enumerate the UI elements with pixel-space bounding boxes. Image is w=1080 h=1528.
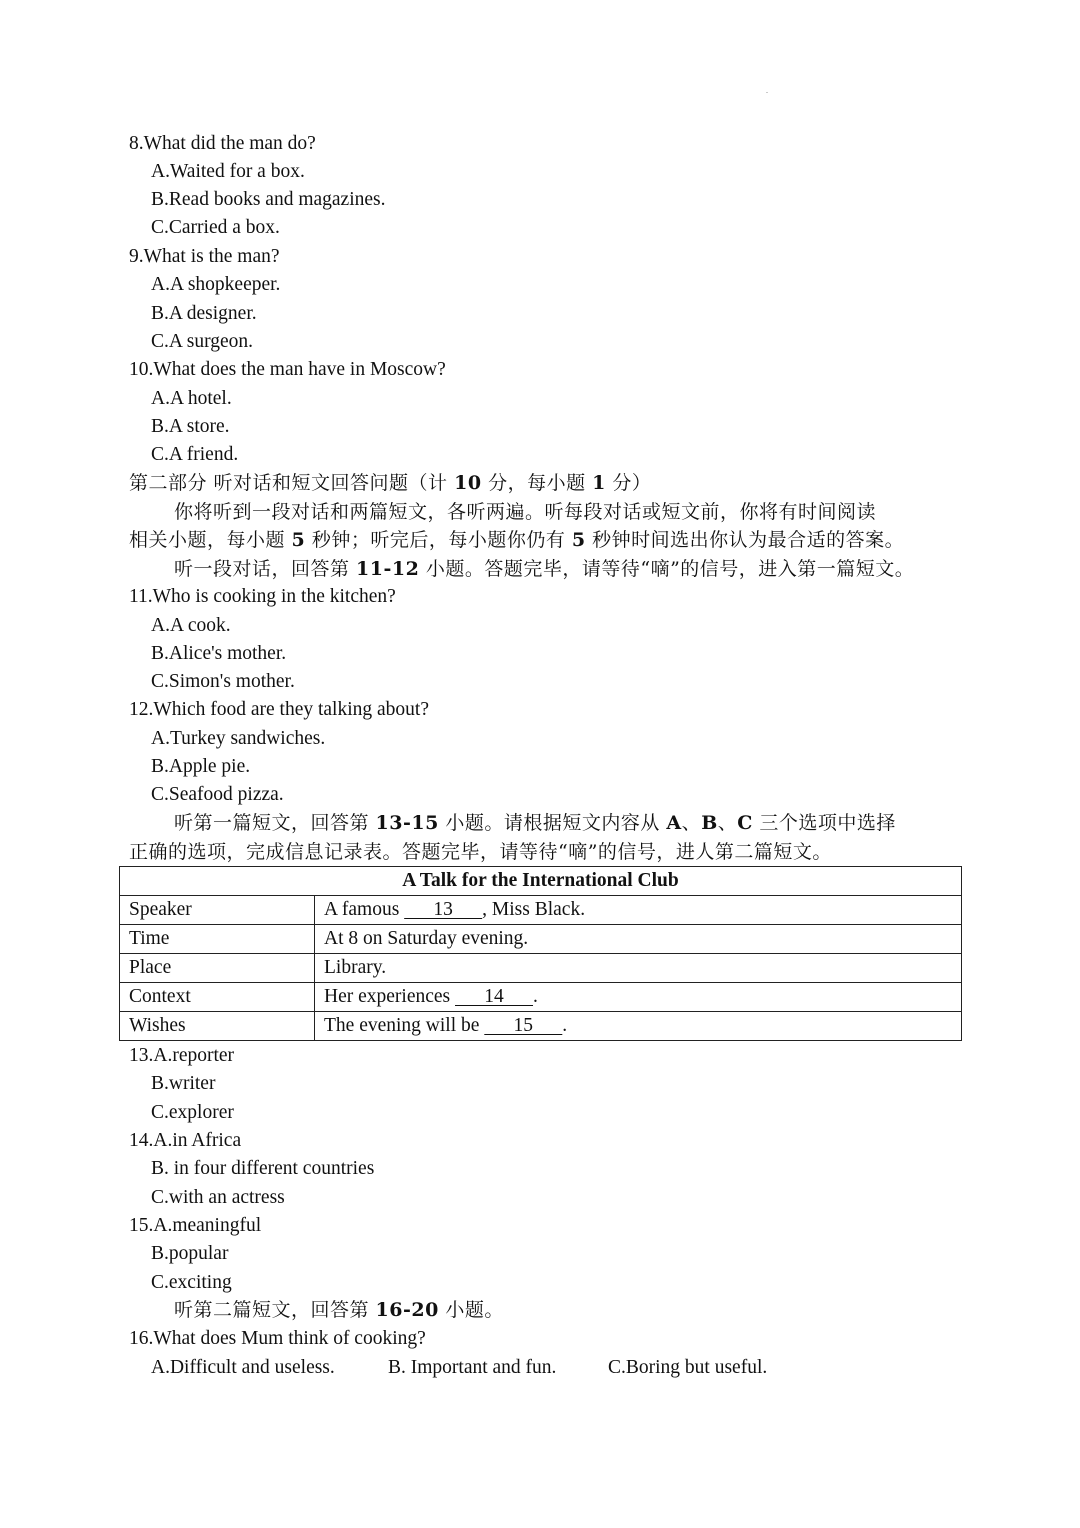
table-value: At 8 on Saturday evening. bbox=[315, 925, 962, 954]
question-10-option-b: B.A store. bbox=[151, 416, 230, 437]
value-text: A famous bbox=[324, 899, 405, 920]
passage-one-option-c: C bbox=[737, 812, 753, 834]
passage-one-question-range: 13-15 bbox=[375, 812, 439, 834]
value-text-end: . bbox=[533, 986, 538, 1007]
question-9-option-c: C.A surgeon. bbox=[151, 331, 254, 352]
question-8-option-c: C.Carried a box. bbox=[151, 217, 280, 238]
question-10-stem: 10.What does the man have in Moscow? bbox=[129, 359, 446, 380]
dialog-instruction-text: 听一段对话，回答第 bbox=[174, 558, 357, 580]
intro-text: 相关小题，每小题 bbox=[129, 529, 292, 551]
question-13-option-a: 13.A.reporter bbox=[129, 1045, 235, 1066]
answer-blank-13: 13 bbox=[404, 899, 483, 920]
answer-blank-15: 15 bbox=[484, 1015, 563, 1036]
passage-one-option-a: A bbox=[666, 812, 682, 834]
part-two-heading bbox=[129, 471, 651, 495]
table-row-context bbox=[120, 983, 962, 1012]
dialog-instruction bbox=[174, 557, 914, 581]
question-11-option-a: A.A cook. bbox=[151, 615, 231, 636]
question-10-option-a: A.A hotel. bbox=[151, 388, 232, 409]
question-14-option-b: B. in four different countries bbox=[151, 1158, 375, 1179]
value-text-end: , Miss Black. bbox=[482, 899, 586, 920]
dialog-instruction-text-end: 小题。答题完毕，请等待“嘀”的信号，进入第一篇短文。 bbox=[419, 558, 915, 580]
question-9-stem: 9.What is the man? bbox=[129, 246, 280, 267]
table-value bbox=[315, 983, 962, 1012]
part-two-intro-line-1: 你将听到一段对话和两篇短文，各听两遍。听每段对话或短文前，你将有时间阅读 bbox=[174, 501, 877, 523]
table-key: Wishes bbox=[120, 1012, 315, 1041]
passage-one-instruction-line-2: 正确的选项，完成信息记录表。答题完毕，请等待“嘀”的信号，进人第二篇短文。 bbox=[129, 841, 832, 863]
table-key: Place bbox=[120, 954, 315, 983]
table-value bbox=[315, 896, 962, 925]
table-row-speaker bbox=[120, 896, 962, 925]
question-12-option-c: C.Seafood pizza. bbox=[151, 784, 284, 805]
passage-two-text-end: 小题。 bbox=[438, 1299, 504, 1321]
answer-blank-14: 14 bbox=[455, 986, 534, 1007]
dialog-question-range: 11-12 bbox=[356, 558, 420, 580]
table-value bbox=[315, 1012, 962, 1041]
passage-one-instruction-line-1 bbox=[174, 811, 896, 835]
passage-one-text-mid: 小题。请根据短文内容从 bbox=[438, 812, 667, 834]
part-two-heading-text: 第二部分 听对话和短文回答问题（计 bbox=[129, 472, 455, 494]
question-13-option-b: B.writer bbox=[151, 1073, 216, 1094]
passage-two-question-range: 16-20 bbox=[375, 1299, 439, 1321]
question-8-option-a: A.Waited for a box. bbox=[151, 161, 305, 182]
corner-mark: . bbox=[766, 86, 768, 95]
question-12-option-a: A.Turkey sandwiches. bbox=[151, 728, 326, 749]
question-15-option-c: C.exciting bbox=[151, 1272, 232, 1293]
question-8-stem: 8.What did the man do? bbox=[129, 133, 316, 154]
passage-two-text: 听第二篇短文，回答第 bbox=[174, 1299, 376, 1321]
table-key: Context bbox=[120, 983, 315, 1012]
question-11-option-b: B.Alice's mother. bbox=[151, 643, 287, 664]
intro-seconds-read: 5 bbox=[291, 529, 306, 551]
question-14-option-c: C.with an actress bbox=[151, 1187, 285, 1208]
part-two-intro-line-2 bbox=[129, 528, 904, 552]
question-8-option-b: B.Read books and magazines. bbox=[151, 189, 386, 210]
table-row-time bbox=[120, 925, 962, 954]
question-16-option-c: C.Boring but useful. bbox=[608, 1357, 768, 1378]
table-row-wishes bbox=[120, 1012, 962, 1041]
question-13-option-c: C.explorer bbox=[151, 1102, 234, 1123]
question-9-option-a: A.A shopkeeper. bbox=[151, 274, 281, 295]
passage-one-text: 听第一篇短文，回答第 bbox=[174, 812, 376, 834]
value-text: The evening will be bbox=[324, 1015, 485, 1036]
part-two-heading-text-end: 分） bbox=[605, 472, 652, 494]
passage-one-text-end: 三个选项中选择 bbox=[752, 812, 896, 834]
intro-seconds-answer: 5 bbox=[571, 529, 586, 551]
intro-text-end: 秒钟时间选出你认为最合适的答案。 bbox=[585, 529, 905, 551]
question-12-stem: 12.Which food are they talking about? bbox=[129, 699, 429, 720]
table-title: A Talk for the International Club bbox=[120, 867, 962, 896]
question-12-option-b: B.Apple pie. bbox=[151, 756, 251, 777]
part-two-total-score: 10 bbox=[454, 472, 482, 494]
passage-one-option-b: B bbox=[701, 812, 718, 834]
question-15-option-a: 15.A.meaningful bbox=[129, 1215, 262, 1236]
info-record-table bbox=[119, 866, 962, 1041]
question-11-option-c: C.Simon's mother. bbox=[151, 671, 295, 692]
value-text: Her experiences bbox=[324, 986, 456, 1007]
question-15-option-b: B.popular bbox=[151, 1243, 229, 1264]
question-10-option-c: C.A friend. bbox=[151, 444, 239, 465]
table-value: Library. bbox=[315, 954, 962, 983]
part-two-heading-text-mid: 分，每小题 bbox=[481, 472, 593, 494]
table-key: Speaker bbox=[120, 896, 315, 925]
question-14-option-a: 14.A.in Africa bbox=[129, 1130, 242, 1151]
value-text-end: . bbox=[562, 1015, 568, 1036]
question-16-option-a: A.Difficult and useless. bbox=[151, 1357, 335, 1378]
question-16-options bbox=[151, 1356, 767, 1380]
separator: 、 bbox=[717, 812, 738, 834]
part-two-item-score: 1 bbox=[592, 472, 606, 494]
intro-text-mid: 秒钟；听完后，每小题你仍有 bbox=[305, 529, 572, 551]
question-11-stem: 11.Who is cooking in the kitchen? bbox=[129, 586, 396, 607]
question-16-option-b: B. Important and fun. bbox=[388, 1357, 557, 1378]
passage-two-instruction bbox=[174, 1298, 504, 1322]
question-16-stem: 16.What does Mum think of cooking? bbox=[129, 1328, 426, 1349]
table-key: Time bbox=[120, 925, 315, 954]
table-row-place bbox=[120, 954, 962, 983]
separator: 、 bbox=[681, 812, 702, 834]
question-9-option-b: B.A designer. bbox=[151, 303, 257, 324]
